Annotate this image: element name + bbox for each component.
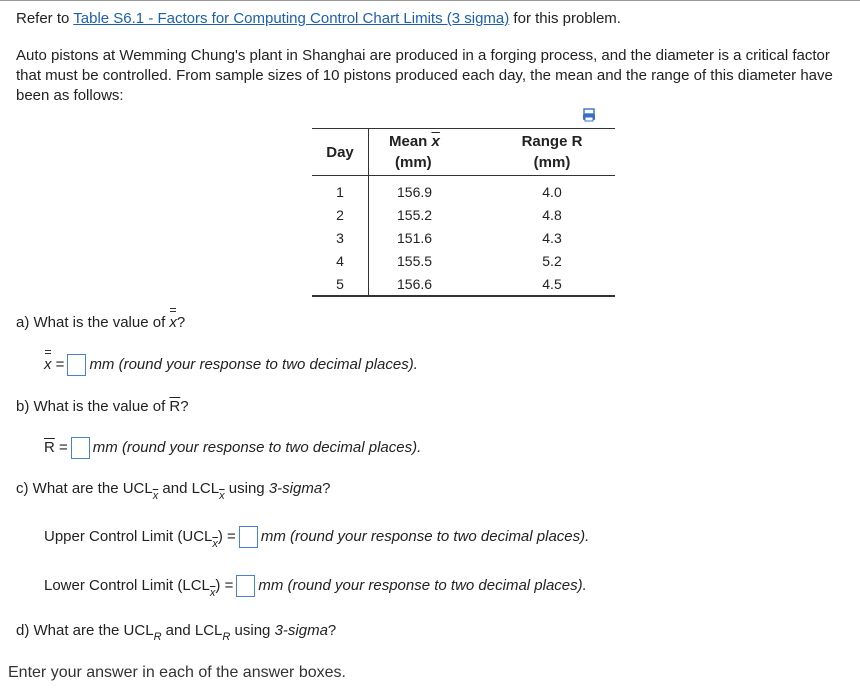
ucl-x-hint: mm (round your response to two decimal places).: [260, 527, 590, 545]
reference-prefix: Refer to: [16, 10, 74, 27]
col-header-mean: Mean $\overline{x}$ (mm): [369, 129, 490, 176]
col-header-day: Day: [312, 129, 369, 176]
x-double-bar-input[interactable]: [67, 354, 86, 376]
problem-statement: Auto pistons at Wemming Chung's plant in Shanghai are produced in a forging process, and the diameter is a critical factor that must be controlled. From sample sizes of 10 pistons produced each day, the mean and the range of this diameter have been as follows:: [16, 47, 833, 104]
data-table: [312, 128, 615, 297]
lcl-x-input[interactable]: [236, 575, 255, 597]
col-header-range: Range R (mm): [489, 129, 615, 176]
answer-instructions: Enter your answer in each of the answer boxes.: [8, 664, 346, 681]
answer-b-row: $\overline{R}$ = mm (round your response to two decimal places).: [44, 437, 421, 459]
table-row: 3 151.6 4.3: [312, 226, 615, 249]
lcl-x-hint: mm (round your response to two decimal places).: [258, 576, 587, 594]
answer-a-hint: mm (round your response to two decimal places).: [89, 355, 418, 373]
r-bar-symbol: $\overline{R}$: [44, 438, 55, 456]
table-s6-1-link[interactable]: Table S6.1 - Factors for Computing Control Chart Limits (3 sigma): [73, 10, 510, 27]
print-data-icon[interactable]: [582, 108, 596, 122]
table-row: 5 156.6 4.5: [312, 272, 615, 296]
x-double-bar-symbol: x: [44, 355, 52, 373]
question-c: c) What are the $UCL_{\overline{x}}$ and $LCL_{\overline{x}}$ using 3-sigma?: [16, 480, 331, 502]
table-row: 4 155.5 5.2: [312, 249, 615, 272]
top-divider: [0, 0, 860, 1]
question-d: d) What are the $UCL_R$ and $LCL_R$ using 3-sigma?: [16, 622, 337, 643]
question-a: a) What is the value of x?: [16, 314, 186, 331]
table-row: 2 155.2 4.8: [312, 203, 615, 226]
answer-b-hint: mm (round your response to two decimal places).: [92, 438, 422, 456]
table-row: 1 156.9 4.0: [312, 176, 615, 204]
reference-suffix: for this problem.: [509, 10, 621, 27]
reference-line: [16, 10, 621, 27]
r-bar-input[interactable]: [71, 437, 90, 459]
answer-a-row: x = mm (round your response to two decimal places).: [44, 354, 418, 376]
ucl-x-input[interactable]: [239, 526, 258, 548]
question-b: b) What is the value of $\overline{R}$?: [16, 398, 189, 415]
ucl-x-row: Upper Control Limit $(UCL_{\overline{x}})$ = mm (round your response to two decimal places).: [44, 527, 590, 550]
lcl-x-row: Lower Control Limit $(LCL_{\overline{x}})$ = mm (round your response to two decimal places).: [44, 576, 587, 599]
